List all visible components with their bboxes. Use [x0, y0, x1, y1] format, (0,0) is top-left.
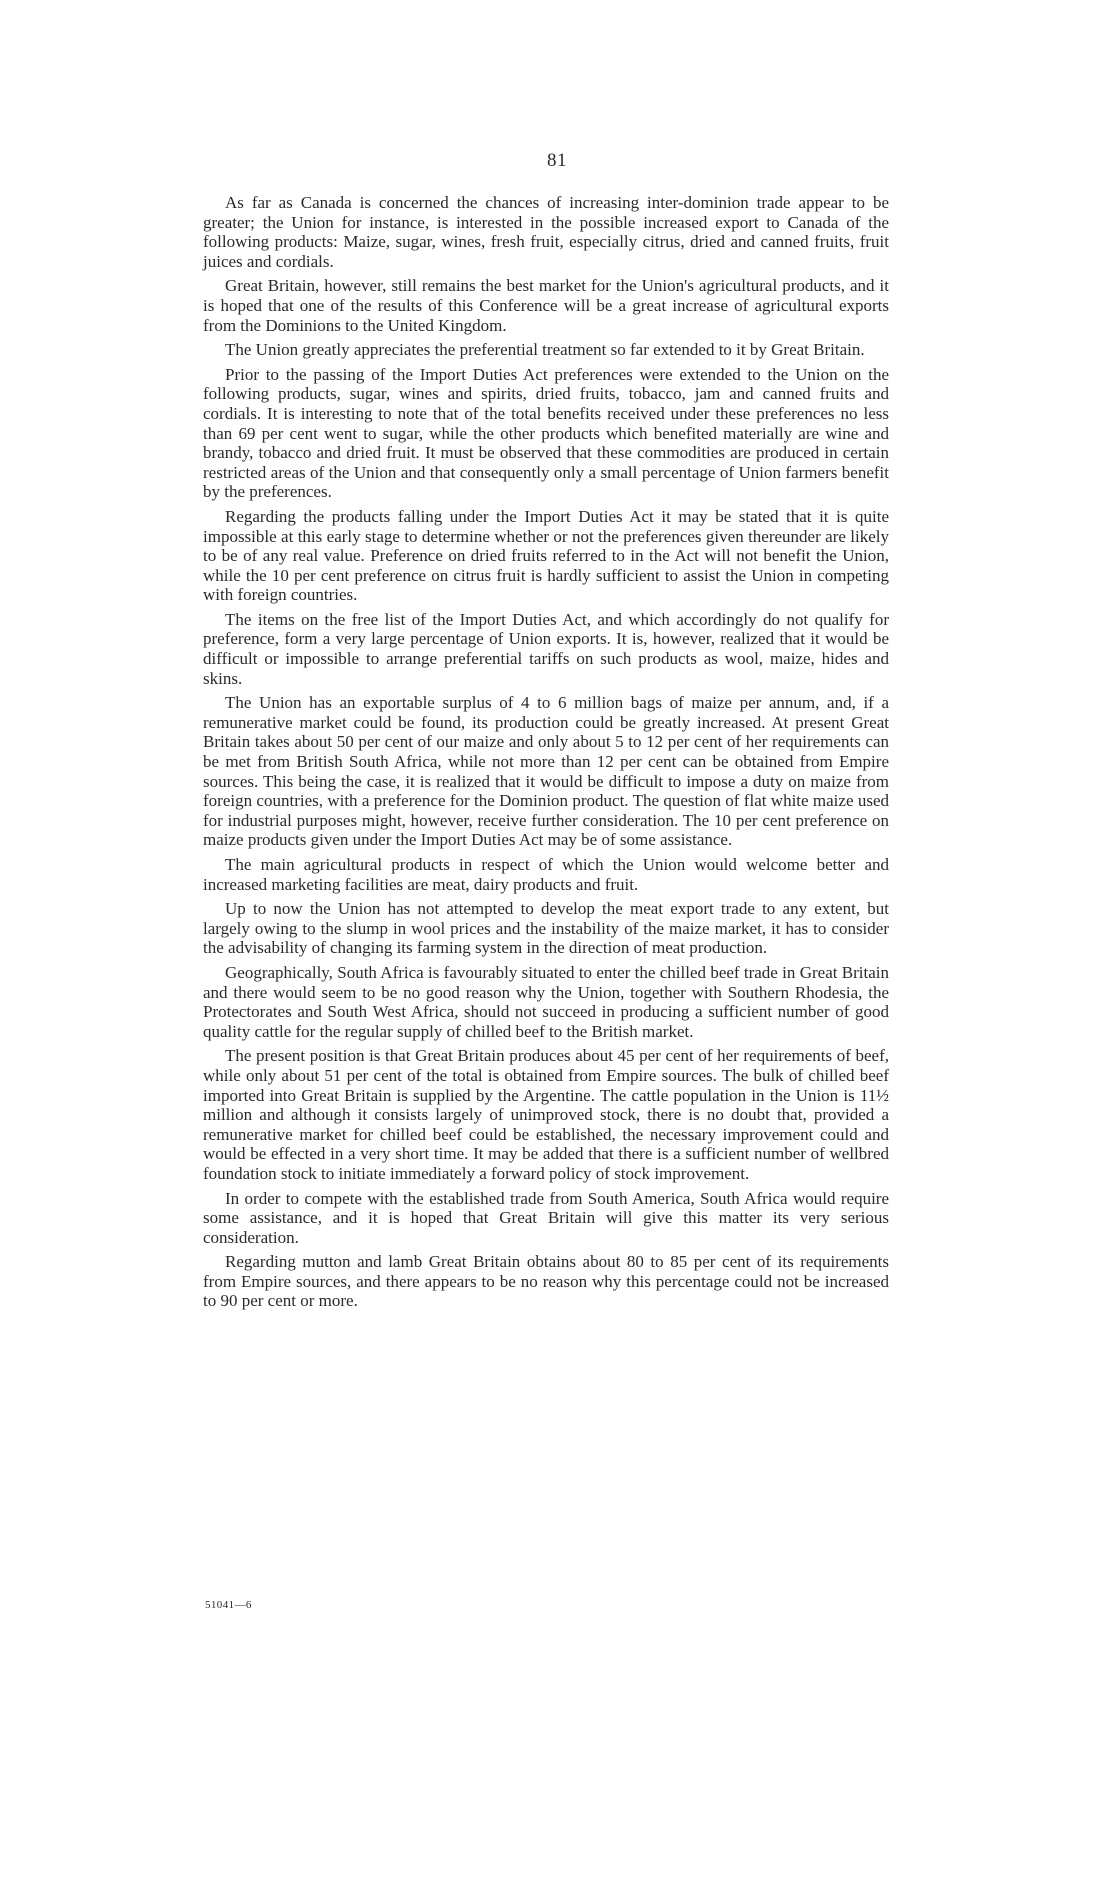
paragraph: As far as Canada is concerned the chances of increasing inter-dominion trade appear to be greater; the Union for instance, is interested in the possible increased export to Canada of the following products: Maize, sugar, wines, fresh fruit, especially citrus, dried and canned fruits, fruit juices and cordials. [203, 193, 889, 271]
paragraph: Up to now the Union has not attempted to develop the meat export trade to any extent, but largely owing to the slump in wool prices and the instability of the maize market, it has to consider the advisability of changing its farming system in the direction of meat production. [203, 899, 889, 958]
paragraph: The Union has an exportable surplus of 4 to 6 million bags of maize per annum, and, if a remunerative market could be found, its production could be greatly increased. At present Great Britain takes about 50 per cent of our maize and only about 5 to 12 per cent of her requirements can be met from British South Africa, while not more than 12 per cent can be obtained from Empire sources. This being the case, it is realized that it would be difficult to impose a duty on maize from foreign countries, with a preference for the Dominion product. The question of flat white maize used for industrial purposes might, however, receive further consideration. The 10 per cent preference on maize products given under the Import Duties Act may be of some assistance. [203, 693, 889, 850]
paragraph: The main agricultural products in respect of which the Union would welcome better and increased marketing facilities are meat, dairy products and fruit. [203, 855, 889, 894]
paragraph: Regarding mutton and lamb Great Britain obtains about 80 to 85 per cent of its requirements from Empire sources, and there appears to be no reason why this percentage could not be increased to 90 per cent or more. [203, 1252, 889, 1311]
print-code: 51041—6 [205, 1599, 252, 1611]
paragraph: Great Britain, however, still remains the best market for the Union's agricultural products, and it is hoped that one of the results of this Conference will be a great increase of agricultural exports from the Dominions to the United Kingdom. [203, 276, 889, 335]
paragraph: Prior to the passing of the Import Duties Act preferences were extended to the Union on the following products, sugar, wines and spirits, dried fruits, tobacco, jam and canned fruits and cordials. It is interesting to note that of the total benefits received under these preferences no less than 69 per cent went to sugar, while the other products which benefited materially are wine and brandy, tobacco and dried fruit. It must be observed that these commodities are produced in certain restricted areas of the Union and that consequently only a small percentage of Union farmers benefit by the preferences. [203, 364, 889, 502]
paragraph: In order to compete with the established trade from South America, South Africa would require some assistance, and it is hoped that Great Britain will give this matter its very serious consideration. [203, 1188, 889, 1247]
body-text [203, 193, 889, 1316]
paragraph: The items on the free list of the Import Duties Act, and which accordingly do not qualify for preference, form a very large percentage of Union exports. It is, however, realized that it would be difficult or impossible to arrange preferential tariffs on such products as wool, maize, hides and skins. [203, 609, 889, 688]
paragraph: The Union greatly appreciates the preferential treatment so far extended to it by Great Britain. [225, 340, 865, 360]
paragraph: The present position is that Great Britain produces about 45 per cent of her requirements of beef, while only about 51 per cent of the total is obtained from Empire sources. The bulk of chilled beef imported into Great Britain is supplied by the Argentine. The cattle population in the Union is 11½ million and although it consists largely of unimproved stock, there is no doubt that, provided a remunerative market for chilled beef could be established, the necessary improvement could and would be effected in a very short time. It may be added that there is a sufficient number of wellbred foundation stock to initiate immediately a forward policy of stock improvement. [203, 1046, 889, 1183]
paragraph: Regarding the products falling under the Import Duties Act it may be stated that it is quite impossible at this early stage to determine whether or not the preferences given thereunder are likely to be of any real value. Preference on dried fruits referred to in the Act will not benefit the Union, while the 10 per cent preference on citrus fruit is hardly sufficient to assist the Union in competing with foreign countries. [203, 506, 889, 605]
paragraph: Geographically, South Africa is favourably situated to enter the chilled beef trade in Great Britain and there would seem to be no good reason why the Union, together with Southern Rhodesia, the Protectorates and South West Africa, should not succeed in producing a sufficient number of good quality cattle for the regular supply of chilled beef to the British market. [203, 962, 889, 1041]
page-number: 81 [547, 150, 567, 171]
